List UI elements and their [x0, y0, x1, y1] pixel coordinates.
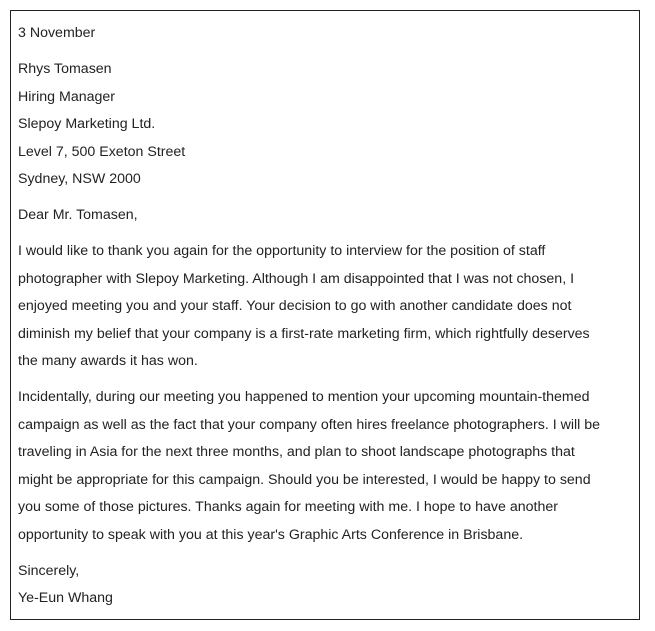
- letter-document: [10, 10, 640, 620]
- paragraph-line: enjoyed meeting you and your staff. Your decision to go with another candidate does not: [18, 298, 572, 314]
- paragraph-line: campaign as well as the fact that your company often hires freelance photographers. I will be: [18, 416, 601, 433]
- salutation: Dear Mr. Tomasen,: [18, 207, 138, 223]
- closing: Sincerely,: [18, 562, 80, 579]
- paragraph-line: diminish my belief that your company is a first-rate marketing firm, which rightfully deserves: [18, 325, 590, 342]
- recipient-name: Rhys Tomasen: [18, 61, 112, 77]
- salutation-block: [18, 202, 632, 230]
- recipient-company: Slepoy Marketing Ltd.: [18, 116, 156, 132]
- recipient-city: Sydney, NSW 2000: [18, 171, 141, 187]
- paragraph-line: might be appropriate for this campaign. Should you be interested, I would be happy to send: [18, 471, 591, 488]
- recipient-address: [18, 56, 632, 194]
- paragraph-line: photographer with Slepoy Marketing. Although I am disappointed that I was not chosen, I: [18, 270, 575, 287]
- paragraph-line: Incidentally, during our meeting you happened to mention your upcoming mountain-themed: [18, 389, 590, 405]
- paragraph-line: I would like to thank you again for the opportunity to interview for the position of staff: [18, 243, 546, 259]
- letter-date: 3 November: [18, 25, 96, 41]
- paragraph-line: the many awards it has won.: [18, 353, 198, 369]
- body-paragraph-2: [18, 384, 632, 549]
- paragraph-line: traveling in Asia for the next three months, and plan to shoot landscape photographs that: [18, 444, 575, 460]
- recipient-street: Level 7, 500 Exeton Street: [18, 143, 186, 160]
- signature: Ye-Eun Whang: [18, 590, 113, 606]
- paragraph-line: opportunity to speak with you at this year's Graphic Arts Conference in Brisbane.: [18, 526, 524, 543]
- closing-block: [18, 558, 632, 613]
- letter-date-block: [18, 20, 632, 48]
- body-paragraph-1: [18, 238, 632, 376]
- paragraph-line: you some of those pictures. Thanks again for meeting with me. I hope to have another: [18, 499, 558, 515]
- recipient-title: Hiring Manager: [18, 88, 115, 105]
